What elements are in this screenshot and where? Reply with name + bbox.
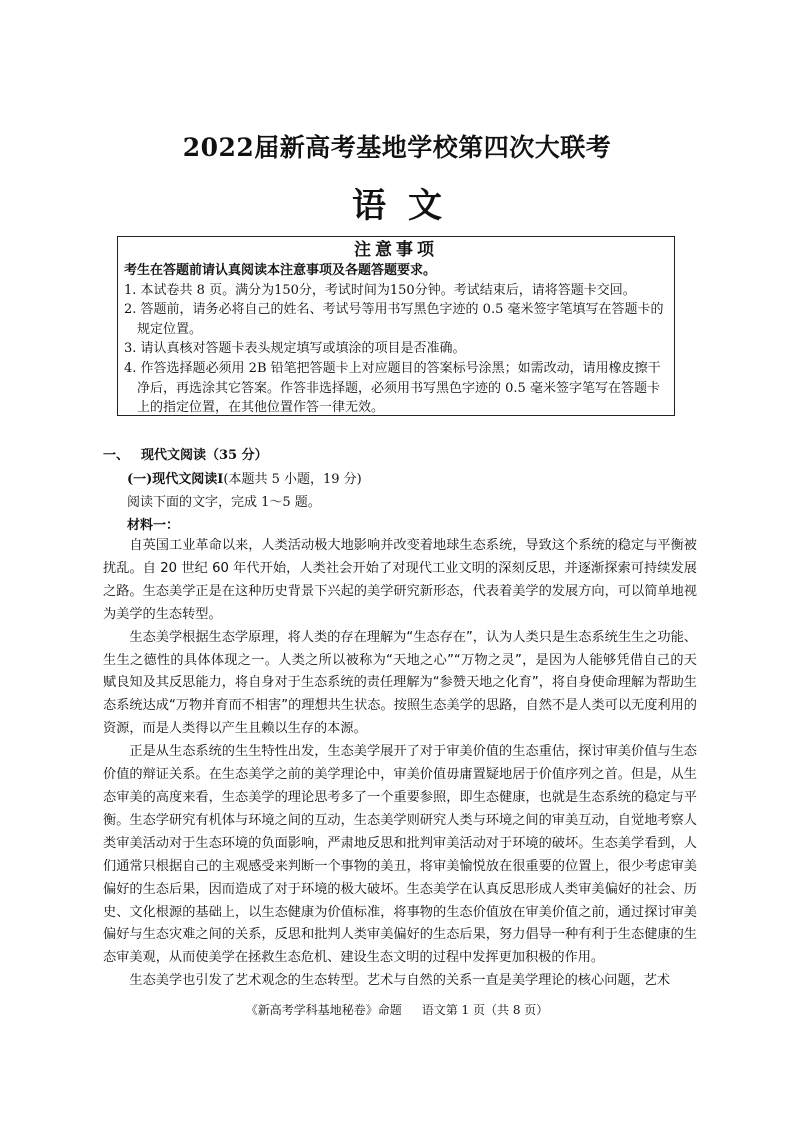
section-title: 现代文阅读（35 分） [141, 448, 268, 463]
material-label: 材料一： [127, 518, 180, 533]
reading-instruction: 阅读下面的文字，完成 1～5 题。 [127, 495, 321, 510]
subsection-title: (一)现代文阅读Ⅰ [127, 472, 224, 487]
passage-paragraph: 生态美学也引发了艺术观念的生态转型。艺术与自然的关系一直是美学理论的核心问题，艺术 [129, 973, 671, 989]
subsection-heading [127, 468, 362, 487]
exam-title: 2022届新高考基地学校第四次大联考 [182, 133, 612, 162]
exam-subject: 语文 [352, 186, 464, 226]
section-heading [103, 444, 268, 463]
notice-lead: 考生在答题前请认真阅读本注意事项及各题答题要求。 [124, 263, 437, 278]
passage-paragraph: 正是从生态系统的生生特性出发，生态美学展开了对于审美价值的生态重估，探讨审美价值与生态价值的辩证关系。在生态美学之前的美学理论中，审美价值毋庸置疑地居于价值序列之首。但是，从生态审美的高度来看，生态美学的理论思考多了一个重要参照，即生态健康，也就是生态系统的稳定与平衡。生态学研究有机体与环境之间的互动，生态美学则研究人类与环境之间的审美互动，自觉地考察人类审美活动对于生态环境的负面影响，严肃地反思和批判审美活动对于环境的破坏。生态美学看到，人们通常只根据自己的主观感受来判断一个事物的美丑，将审美愉悦放在很重要的位置上，很少考虑审美偏好的生态后果，因而造成了对于环境的极大破坏。生态美学在认真反思形成人类审美偏好的社会、历史、文化根源的基础上，以生态健康为价值标准，将事物的生态价值放在审美价值之前，通过探讨审美偏好与生态灾难之间的关系，反思和批判人类审美偏好的生态后果，努力倡导一种有利于生态健康的生态审美观，从而使美学在拯救生态危机、建设生态文明的过程中发挥更加积极的作用。 [103, 744, 697, 966]
notice-item-4: 4. 作答选择题必须用 2B 铅笔把答题卡上对应题目的答案标号涂黑；如需改动，请用橡皮擦干净后，再选涂其它答案。作答非选择题，必须用书写黑色字迹的 0.5 毫米签字笔写在答题卡上的指定位置，在其他位置作答一律无效。 [124, 360, 661, 416]
notice-item-3: 3. 请认真核对答题卡表头规定填写或填涂的项目是否准确。 [124, 341, 466, 357]
notice-item-2: 2. 答题前，请务必将自己的姓名、考试号等用书写黑色字迹的 0.5 毫米签字笔填写在答题卡的规定位置。 [124, 302, 664, 337]
passage-paragraph: 自英国工业革命以来，人类活动极大地影响并改变着地球生态系统，导致这个系统的稳定与平衡被扰乱。自 20 世纪 60 年代开始，人类社会开始了对现代工业文明的深刻反思，并逐渐探索可持续发展之路。生态美学正是在这种历史背景下兴起的美学研究新形态，代表着美学的发展方向，可以简单地视为美学的生态转型。 [103, 538, 697, 622]
subsection-note: (本题共 5 小题，19 分) [223, 472, 362, 487]
passage-paragraph: 生态美学根据生态学原理，将人类的存在理解为“生态存在”，认为人类只是生态系统生生之功能、生生之德性的具体体现之一。人类之所以被称为“天地之心”“万物之灵”，是因为人能够凭借自己的天赋良知及其反思能力，将自身对于生态系统的责任理解为“参赞天地之化育”，将自身使命理解为帮助生态系统达成“万物并育而不相害”的理想共生状态。按照生态美学的思路，自然不是人类可以无度利用的资源，而是人类得以产生且赖以生存的本源。 [103, 629, 697, 737]
footer-page-number: 语文第 1 页（共 8 页） [421, 1003, 549, 1017]
notice-title: 注意事项 [354, 240, 438, 260]
footer-source: 《新高考学科基地秘卷》命题 [245, 1003, 402, 1017]
reading-passage [103, 535, 697, 993]
notice-item-1: 1. 本试卷共 8 页。满分为150分，考试时间为150分钟。考试结束后，请将答题卡交回。 [124, 282, 636, 298]
notice-box [117, 236, 675, 416]
section-number: 一、 [103, 448, 130, 463]
page-footer [0, 1001, 794, 1018]
